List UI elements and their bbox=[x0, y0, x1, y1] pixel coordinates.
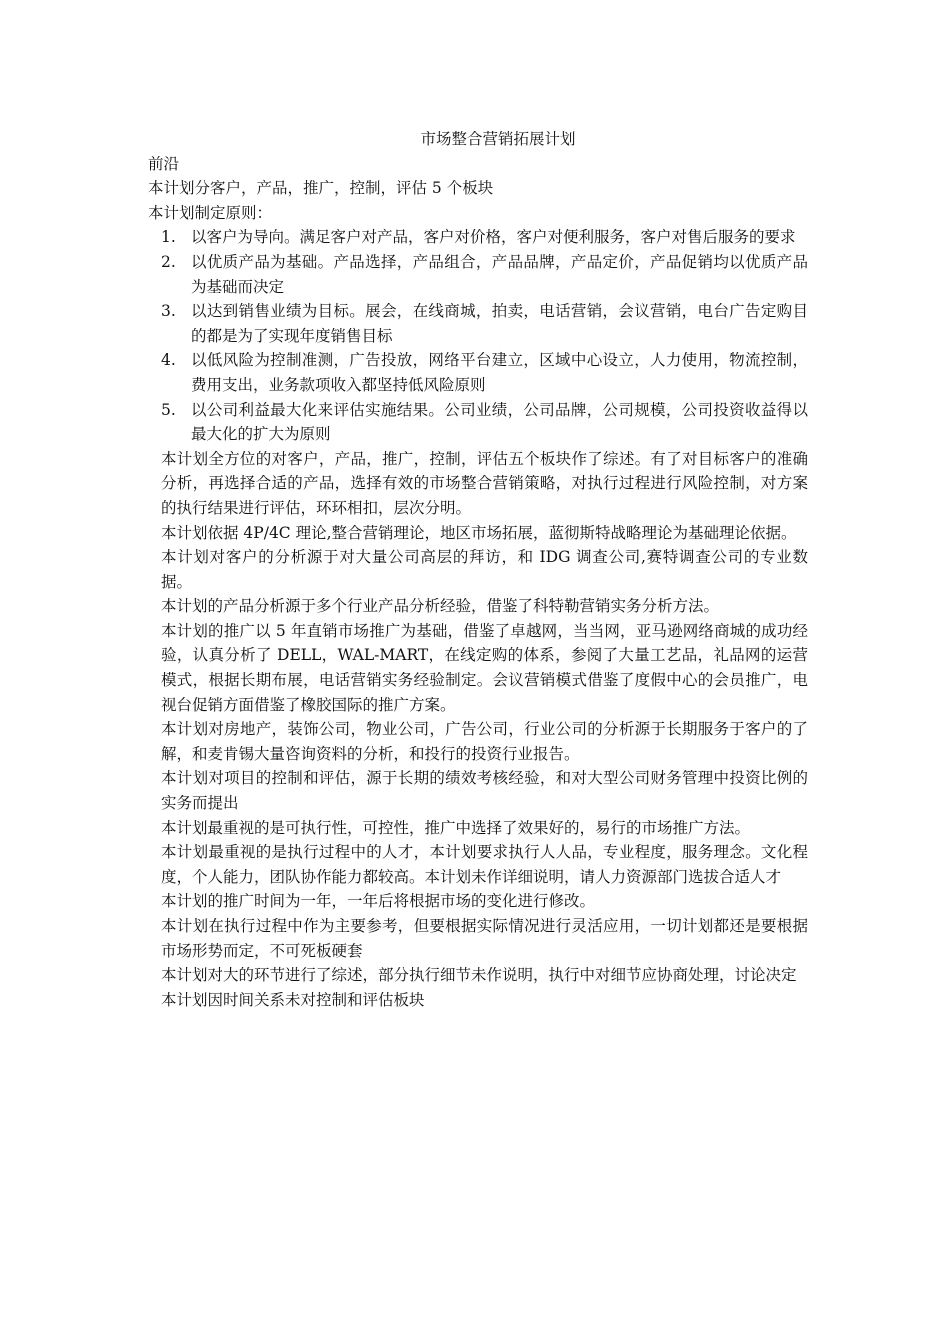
paragraph: 本计划的推广时间为一年，一年后将根据市场的变化进行修改。 bbox=[161, 892, 596, 911]
paragraph: 本计划因时间关系未对控制和评估板块 bbox=[161, 990, 425, 1009]
paragraph: 本计划对项目的控制和评估，源于长期的绩效考核经验，和对大型公司财务管理中投资比例的实务而提出 bbox=[161, 769, 808, 813]
paragraph: 本计划对客户的分析源于对大量公司高层的拜访，和 IDG 调查公司,赛特调查公司的专业数据。 bbox=[161, 548, 808, 591]
intro-line: 本计划分客户，产品，推广，控制，评估 5 个板块 bbox=[148, 179, 494, 198]
paragraph: 本计划最重视的是执行过程中的人才，本计划要求执行人人品，专业程度，服务理念。文化程度，个人能力，团队协作能力都较高。本计划未作详细说明，请人力资源部门选拔合适人才 bbox=[161, 843, 808, 886]
list-item-number: 4. bbox=[161, 351, 176, 370]
document-body bbox=[148, 127, 808, 1012]
list-item bbox=[148, 348, 808, 397]
list-item-text: 以客户为导向。满足客户对产品，客户对价格，客户对便利服务，客户对售后服务的要求 bbox=[191, 228, 796, 247]
paragraph: 本计划对大的环节进行了综述，部分执行细节未作说明，执行中对细节应协商处理，讨论决定 bbox=[161, 966, 797, 985]
paragraph: 本计划对房地产，装饰公司，物业公司，广告公司，行业公司的分析源于长期服务于客户的了解，和麦肯锡大量咨询资料的分析，和投行的投资行业报告。 bbox=[161, 720, 808, 763]
list-item-number: 1. bbox=[161, 228, 176, 247]
paragraph: 本计划在执行过程中作为主要参考，但要根据实际情况进行灵活应用，一切计划都还是要根据市场形势而定，不可死板硬套 bbox=[161, 917, 808, 960]
list-item-number: 3. bbox=[161, 302, 176, 321]
paragraph: 本计划全方位的对客户，产品，推广，控制，评估五个板块作了综述。有了对目标客户的准确分析，再选择合适的产品，选择有效的市场整合营销策略，对执行过程进行风险控制，对方案的执行结果进行评估，环环相扣，层次分明。 bbox=[161, 449, 808, 517]
list-item bbox=[148, 225, 808, 250]
list-item-text: 以达到销售业绩为目标。展会，在线商城，拍卖，电话营销，会议营销，电台广告定购目的都是为了实现年度销售目标 bbox=[191, 302, 808, 345]
list-item-text: 以优质产品为基础。产品选择，产品组合，产品品牌，产品定价，产品促销均以优质产品为基础而决定 bbox=[191, 252, 808, 296]
principles-heading: 本计划制定原则： bbox=[148, 203, 273, 222]
list-item-text: 以低风险为控制准测，广告投放，网络平台建立，区域中心设立，人力使用，物流控制，费用支出，业务款项收入都坚持低风险原则 bbox=[191, 351, 808, 394]
list-item-number: 2. bbox=[161, 252, 176, 271]
paragraph: 本计划依据 4P/4C 理论,整合营销理论，地区市场拓展，蓝彻斯特战略理论为基础理论依据。 bbox=[161, 523, 797, 542]
list-item bbox=[148, 398, 808, 447]
list-item bbox=[148, 250, 808, 299]
paragraph: 本计划的推广以 5 年直销市场推广为基础，借鉴了卓越网，当当网，亚马逊网络商城的成功经验，认真分析了 DELL，WAL-MART，在线定购的体系，参阅了大量工艺品，礼品网的运营模式，根据长期布展，电话营销实务经验制定。会议营销模式借鉴了度假中心的会员推广，电视台促销方面借鉴了橡胶国际的推广方案。 bbox=[161, 621, 808, 714]
list-item-number: 5. bbox=[161, 400, 176, 419]
list-item-text: 以公司利益最大化来评估实施结果。公司业绩，公司品牌，公司规模，公司投资收益得以最大化的扩大为原则 bbox=[191, 400, 808, 444]
list-item bbox=[148, 299, 808, 348]
document-title: 市场整合营销拓展计划 bbox=[420, 130, 576, 148]
principles-list bbox=[148, 225, 808, 446]
paragraph: 本计划的产品分析源于多个行业产品分析经验，借鉴了科特勒营销实务分析方法。 bbox=[161, 597, 720, 616]
paragraph: 本计划最重视的是可执行性，可控性，推广中选择了效果好的，易行的市场推广方法。 bbox=[161, 818, 751, 837]
preface-heading: 前沿 bbox=[148, 154, 180, 173]
